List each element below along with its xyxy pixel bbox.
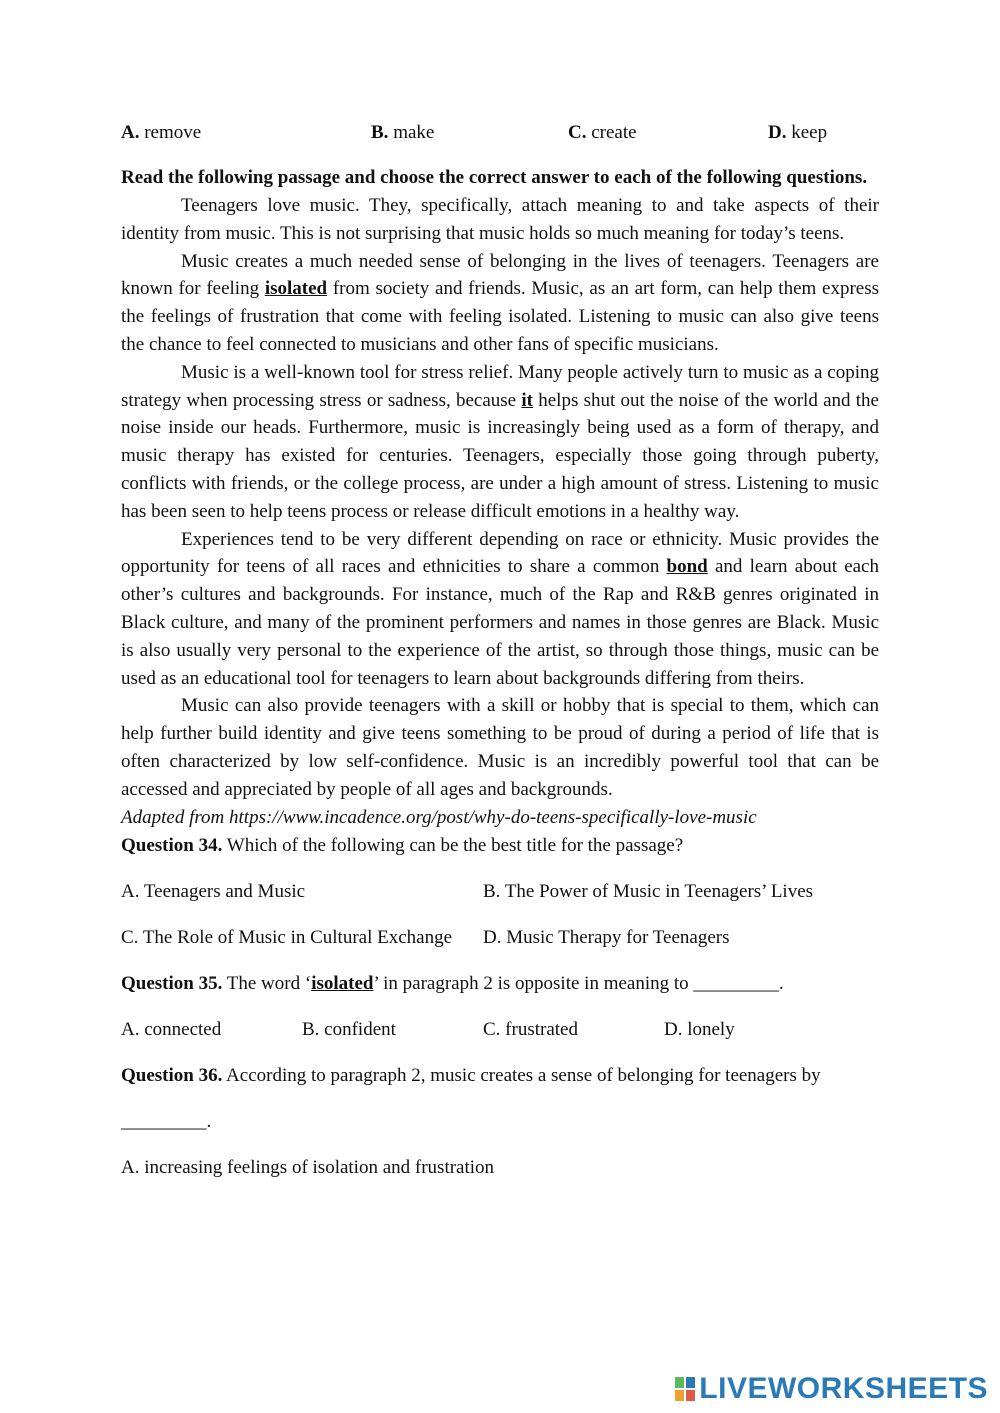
underlined-word-isolated: isolated bbox=[264, 278, 328, 300]
q34-option-b[interactable]: B. The Power of Music in Teenagers’ Lives bbox=[483, 880, 814, 902]
option-b[interactable]: B. make bbox=[371, 122, 435, 143]
option-c[interactable]: C. create bbox=[568, 122, 637, 143]
passage-paragraph-5: Music can also provide teenagers with a skill or hobby that is special to them, which can help further build identity and give teens something to be proud of during a period of life that is often characterized by low self-confidence. Music is an incredibly powerful tool that can be accessed and appreciated by people of all ages and backgrounds. bbox=[121, 695, 879, 800]
question-35-options bbox=[121, 1016, 879, 1044]
q36-blank: _________. bbox=[121, 1110, 212, 1132]
question-34-options-row-1 bbox=[121, 878, 879, 906]
passage-paragraph-3: Music is a well-known tool for stress relief. Many people actively turn to music as a coping strategy when processing stress or sadness, because it helps shut out the noise of the world and the noise inside our heads. Furthermore, music is increasingly being used as a form of therapy, and music therapy has existed for centuries. Teenagers, especially those going through puberty, conflicts with friends, or the college process, are under a high amount of stress. Listening to music has been seen to help teens process or release difficult emotions in a healthy way. bbox=[121, 361, 879, 522]
underlined-word-bond: bond bbox=[666, 556, 708, 578]
liveworksheets-logo bbox=[675, 1372, 988, 1406]
passage-paragraph-1: Teenagers love music. They, specifically, attach meaning to and take aspects of their identity from music. This is not surprising that music holds so much meaning for today’s teens. bbox=[121, 195, 879, 244]
q34-option-c[interactable]: C. The Role of Music in Cultural Exchange bbox=[121, 926, 453, 948]
q34-option-a[interactable]: A. Teenagers and Music bbox=[121, 880, 306, 902]
passage-paragraph-4: Experiences tend to be very different depending on race or ethnicity. Music provides the opportunity for teens of all races and ethnicities to share a common bond and learn about each other’s cultures and backgrounds. For instance, much of the Rap and R&B genres originated in Black culture, and many of the prominent performers and names in those genres are Black. Music is also usually very personal to the experience of the artist, so through those things, music can be used as an educational tool for teenagers to learn about backgrounds differing from theirs. bbox=[121, 528, 879, 689]
reading-instruction: Read the following passage and choose the correct answer to each of the following questions. bbox=[121, 167, 868, 188]
logo-text: LIVEWORKSHEETS bbox=[699, 1372, 988, 1405]
q35-option-d[interactable]: D. lonely bbox=[664, 1018, 735, 1040]
underlined-word-isolated-q35: isolated bbox=[311, 972, 374, 994]
q35-option-a[interactable]: A. connected bbox=[121, 1018, 222, 1040]
q35-option-b[interactable]: B. confident bbox=[302, 1018, 396, 1040]
q36-option-a[interactable]: A. increasing feelings of isolation and frustration bbox=[121, 1156, 495, 1178]
passage-paragraph-2: Music creates a much needed sense of belonging in the lives of teenagers. Teenagers are known for feeling isolated from society and friends. Music, as an art form, can help them express the feelings of frustration that come with feeling isolated. Listening to music can also give teens the chance to feel connected to musicians and other fans of specific musicians. bbox=[121, 250, 879, 355]
liveworksheets-logo-icon bbox=[675, 1377, 695, 1401]
q34-option-d[interactable]: D. Music Therapy for Teenagers bbox=[483, 926, 730, 948]
worksheet-page bbox=[121, 118, 879, 1182]
q35-option-c[interactable]: C. frustrated bbox=[483, 1018, 578, 1040]
question-34-options-row-2 bbox=[121, 924, 879, 952]
previous-question-options bbox=[121, 118, 879, 148]
underlined-word-it: it bbox=[521, 389, 533, 411]
question-34: Question 34. Which of the following can be the best title for the passage? bbox=[121, 834, 684, 856]
question-35: Question 35. The word ‘isolated’ in paragraph 2 is opposite in meaning to _________. bbox=[121, 972, 784, 994]
option-a[interactable]: A. remove bbox=[121, 122, 202, 143]
question-36-options bbox=[121, 1154, 879, 1182]
passage-source: Adapted from https://www.incadence.org/post/why-do-teens-specifically-love-music bbox=[121, 806, 757, 828]
question-36: Question 36. According to paragraph 2, music creates a sense of belonging for teenagers by bbox=[121, 1064, 821, 1086]
option-d[interactable]: D. keep bbox=[768, 122, 828, 143]
